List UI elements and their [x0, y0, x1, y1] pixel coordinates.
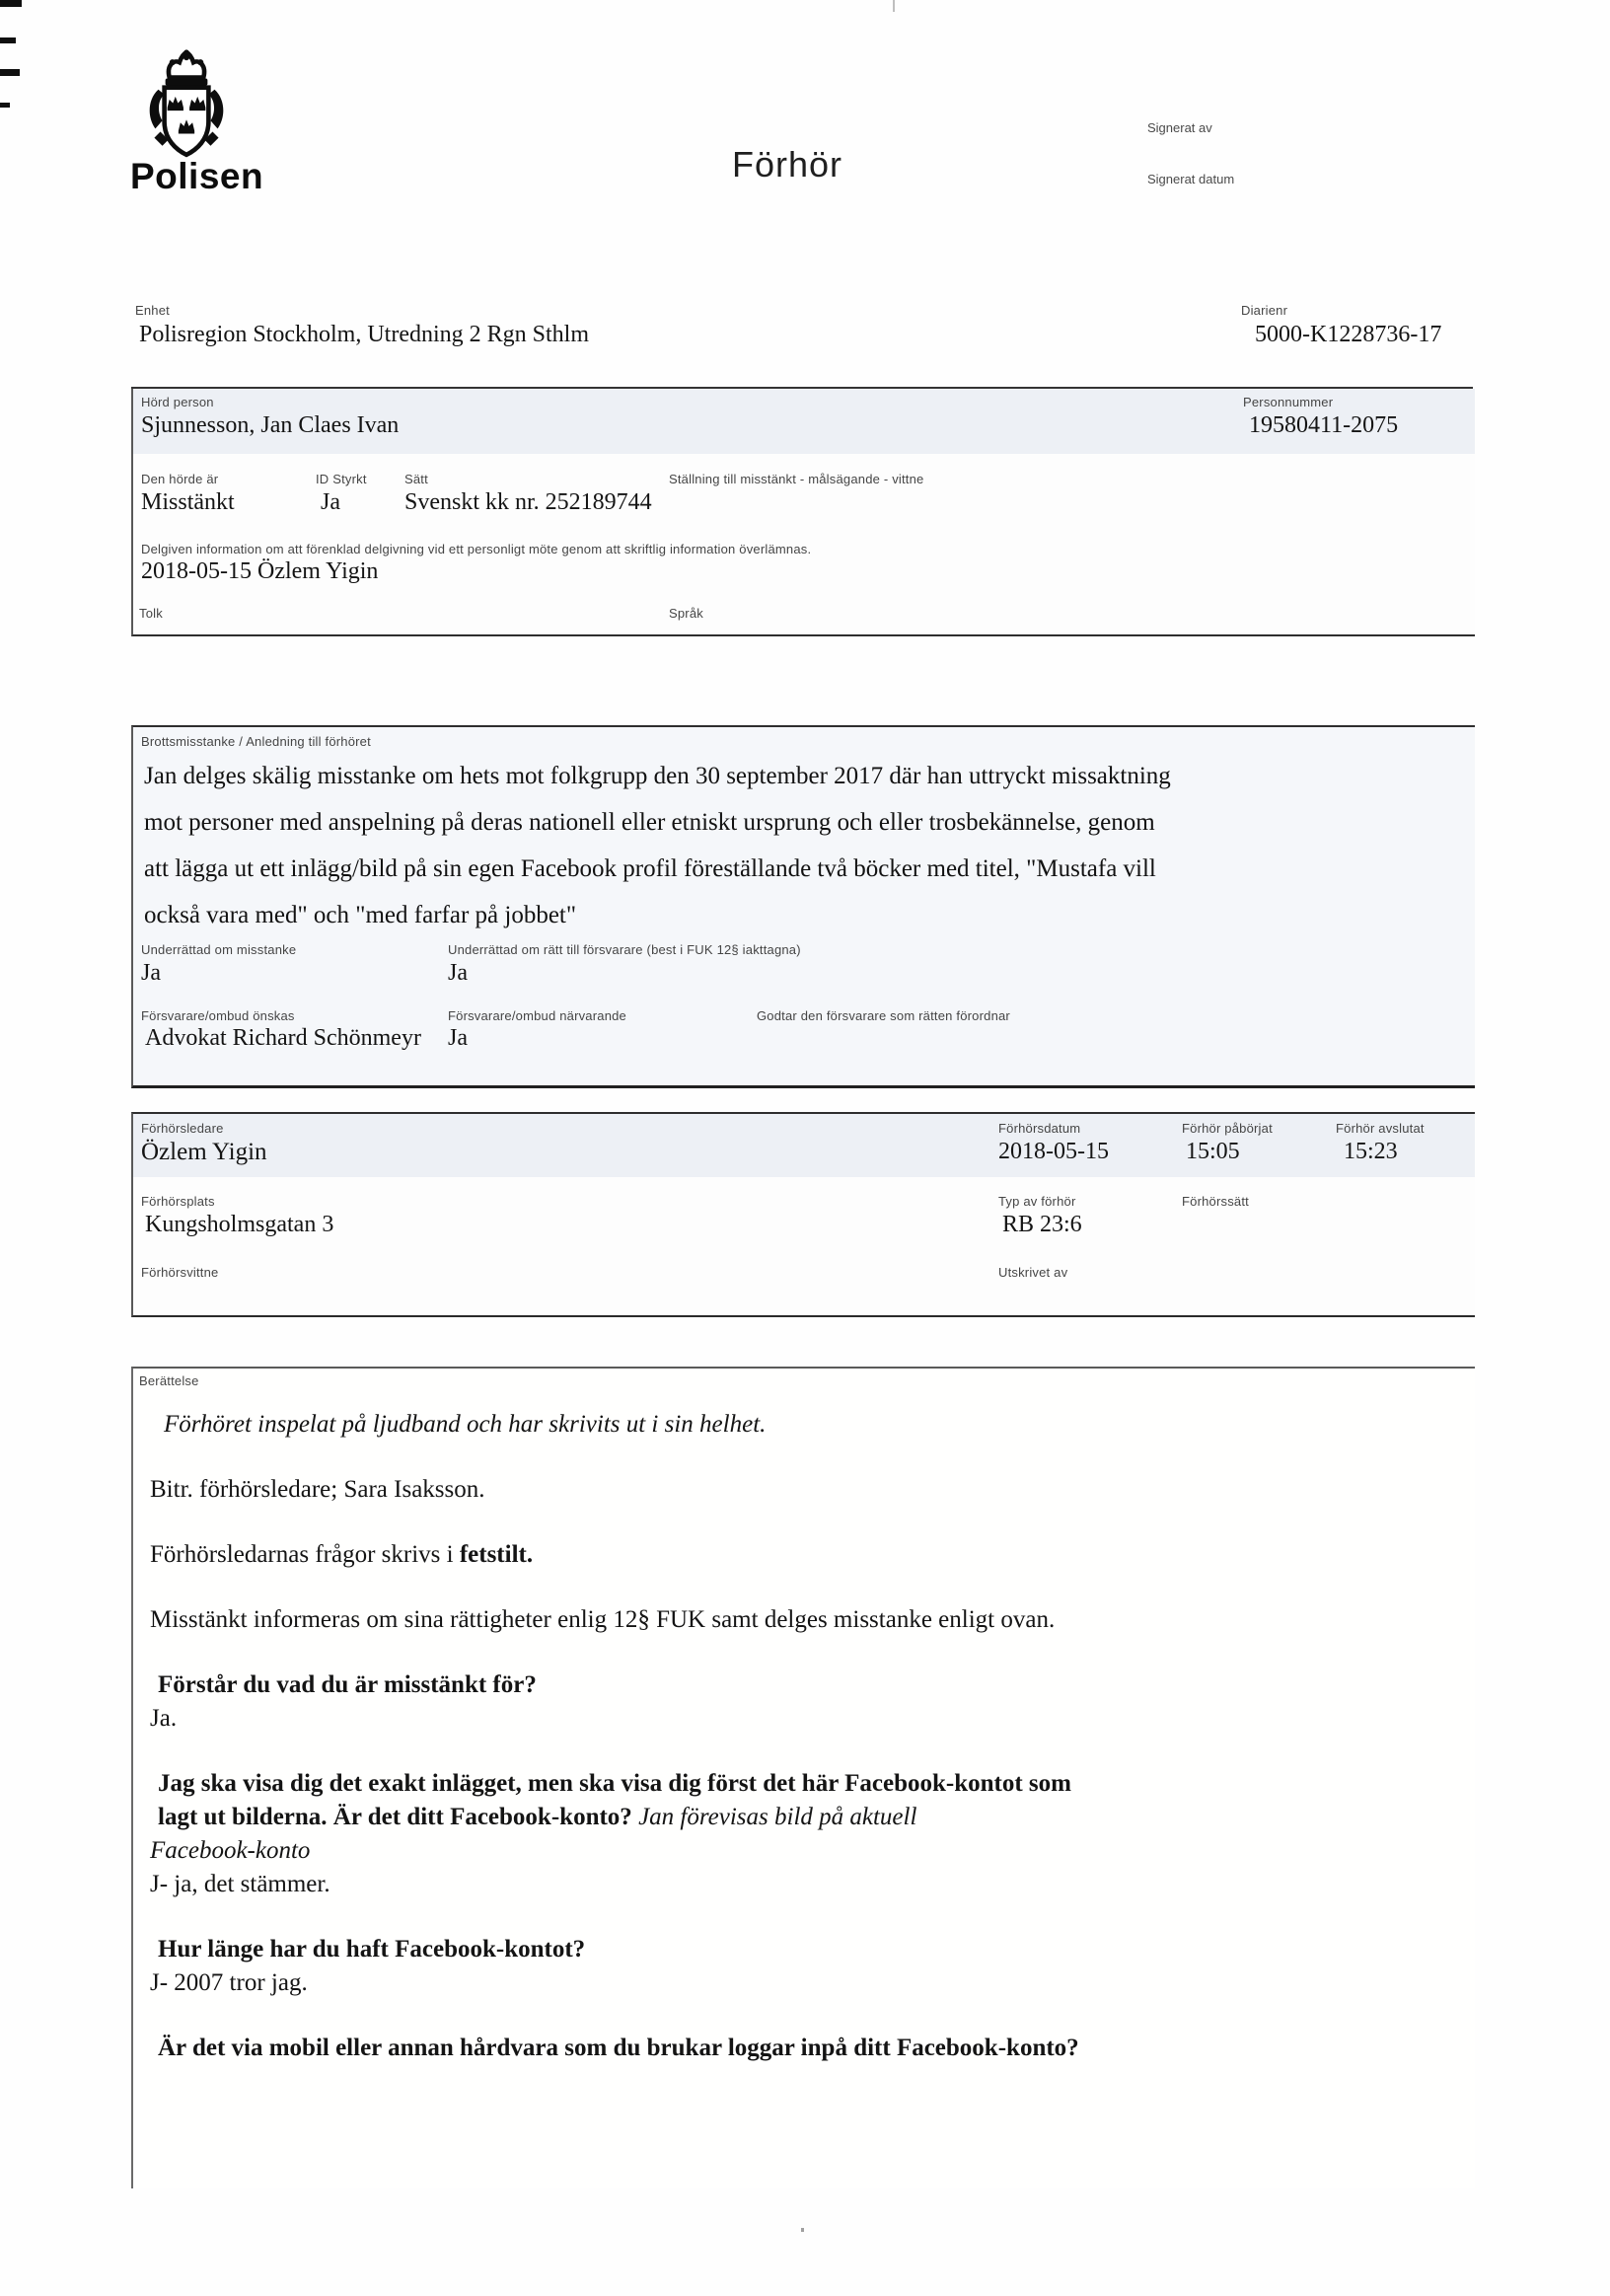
stallning-label: Ställning till misstänkt - målsägande - vittne [669, 472, 924, 486]
polisen-crest-icon [136, 49, 237, 162]
satt-label: Sätt [404, 472, 428, 486]
narrative-segment: Facebook-konto [150, 1837, 311, 1864]
scan-artifact [801, 2228, 804, 2232]
satt-value: Svenskt kk nr. 252189744 [404, 489, 652, 515]
personnummer-value: 19580411-2075 [1249, 412, 1399, 438]
forsvarare-narvarande-label: Försvarare/ombud närvarande [448, 1008, 626, 1023]
delgiven-value: 2018-05-15 Özlem Yigin [141, 558, 379, 584]
utskrivet-av-label: Utskrivet av [998, 1265, 1068, 1280]
narrative-line [150, 1408, 1462, 1442]
hord-person-label: Hörd person [141, 395, 214, 409]
den-horde-ar-label: Den hörde är [141, 472, 219, 486]
narrative-line [150, 1702, 1462, 1736]
narrative-segment: fetstilt. [459, 1541, 534, 1568]
narrative-paragraph [150, 1538, 1462, 1572]
narrative-line [150, 1966, 1462, 2000]
narrative-segment: Förhörsledarnas frågor skrivs i [150, 1541, 460, 1568]
narrative-line [150, 1834, 1462, 1868]
berattelse-panel [131, 1367, 1475, 2188]
hord-person-value: Sjunnesson, Jan Claes Ivan [141, 412, 400, 438]
narrative-segment: Jag ska visa dig det exakt inlägget, men ska visa dig först det här Facebook-kontot som [158, 1770, 1071, 1797]
berattelse-paragraphs [150, 1408, 1462, 2097]
narrative-segment: Är det via mobil eller annan hårdvara som du brukar loggar inpå ditt Facebook-konto? [158, 2035, 1079, 2061]
narrative-paragraph [150, 1767, 1462, 1901]
forsvarare-onskas-label: Försvarare/ombud önskas [141, 1008, 295, 1023]
forhorsdatum-value: 2018-05-15 [998, 1139, 1109, 1164]
brottsmisstanke-text [144, 753, 1171, 938]
narrative-segment: lagt ut bilderna. Är det ditt Facebook-konto? [158, 1804, 639, 1830]
brottsmisstanke-line: också vara med" och "med farfar på jobbet" [144, 902, 577, 928]
typ-av-forhor-value: RB 23:6 [1002, 1212, 1082, 1237]
scan-artifact [0, 37, 16, 43]
scan-artifact [0, 103, 10, 108]
narrative-segment: Förhöret inspelat på ljudband och har skrivits ut i sin helhet. [164, 1411, 767, 1438]
forhorsvittne-label: Förhörsvittne [141, 1265, 219, 1280]
scan-artifact [0, 69, 20, 76]
brottsmisstanke-panel [131, 725, 1475, 1088]
narrative-line [150, 1767, 1462, 1801]
brottsmisstanke-label: Brottsmisstanke / Anledning till förhöret [141, 734, 371, 749]
narrative-line [150, 1933, 1462, 1966]
id-styrkt-value: Ja [321, 489, 340, 515]
narrative-paragraph [150, 1408, 1462, 1442]
narrative-paragraph [150, 1473, 1462, 1507]
berattelse-label: Berättelse [139, 1373, 199, 1388]
underrattad-forsvarare-value: Ja [448, 960, 468, 986]
scan-artifact [0, 0, 22, 7]
narrative-line [150, 2032, 1462, 2065]
sprak-label: Språk [669, 606, 703, 621]
narrative-paragraph [150, 1603, 1462, 1637]
forhorsplats-label: Förhörsplats [141, 1194, 215, 1209]
narrative-segment: J- 2007 tror jag. [150, 1969, 308, 1996]
forhor-avslutat-label: Förhör avslutat [1336, 1121, 1425, 1136]
narrative-segment: Ja. [150, 1705, 178, 1732]
tolk-label: Tolk [139, 606, 163, 621]
delgiven-label: Delgiven information om att förenklad delgivning vid ett personligt möte genom att skriftlig information överlämnas. [141, 542, 812, 556]
underrattad-misstanke-value: Ja [141, 960, 161, 986]
narrative-segment: Hur länge har du haft Facebook-kontot? [158, 1936, 586, 1963]
forhorsdatum-label: Förhörsdatum [998, 1121, 1081, 1136]
forhor-paborjat-value: 15:05 [1186, 1139, 1240, 1164]
brottsmisstanke-line: Jan delges skälig misstanke om hets mot folkgrupp den 30 september 2017 där han uttryckt missaktning [144, 763, 1171, 789]
narrative-paragraph [150, 1933, 1462, 2000]
enhet-value: Polisregion Stockholm, Utredning 2 Rgn Sthlm [139, 322, 590, 347]
narrative-line [150, 1868, 1462, 1901]
narrative-segment: Misstänkt informeras om sina rättigheter enlig 12§ FUK samt delges misstanke enligt ovan. [150, 1606, 1056, 1633]
forhorsledare-label: Förhörsledare [141, 1121, 224, 1136]
signed-by-label: Signerat av [1147, 120, 1212, 135]
enhet-label: Enhet [135, 303, 170, 318]
narrative-line [150, 1801, 1462, 1834]
brottsmisstanke-line: att lägga ut ett inlägg/bild på sin egen Facebook profil föreställande två böcker med titel, "Mustafa vill [144, 855, 1156, 882]
forhorssatt-label: Förhörssätt [1182, 1194, 1249, 1209]
row-highlight [133, 1114, 1475, 1177]
id-styrkt-label: ID Styrkt [316, 472, 367, 486]
logo-text: Polisen [130, 156, 264, 196]
narrative-line [150, 1668, 1462, 1702]
narrative-segment: Förstår du vad du är misstänkt för? [158, 1671, 537, 1698]
narrative-segment: Bitr. förhörsledare; Sara Isaksson. [150, 1476, 485, 1503]
forsvarare-onskas-value: Advokat Richard Schönmeyr [145, 1025, 421, 1051]
forhorsplats-value: Kungsholmsgatan 3 [145, 1212, 334, 1237]
scan-artifact [893, 0, 895, 12]
diarienr-label: Diarienr [1241, 303, 1288, 318]
underrattad-forsvarare-label: Underrättad om rätt till försvarare (best i FUK 12§ iakttagna) [448, 942, 801, 957]
narrative-line [150, 1603, 1462, 1637]
den-horde-ar-value: Misstänkt [141, 489, 235, 515]
forhorsledare-value: Özlem Yigin [141, 1139, 267, 1165]
underrattad-misstanke-label: Underrättad om misstanke [141, 942, 297, 957]
narrative-segment: Jan förevisas bild på aktuell [638, 1804, 917, 1830]
narrative-segment: J- ja, det stämmer. [150, 1871, 330, 1897]
narrative-line [150, 1538, 1462, 1572]
forsvarare-narvarande-value: Ja [448, 1025, 468, 1051]
page-title: Förhör [732, 144, 843, 185]
godtar-forsvarare-label: Godtar den försvarare som rätten förordnar [757, 1008, 1010, 1023]
personnummer-label: Personnummer [1243, 395, 1334, 409]
typ-av-forhor-label: Typ av förhör [998, 1194, 1076, 1209]
forhor-avslutat-value: 15:23 [1344, 1139, 1398, 1164]
brottsmisstanke-line: mot personer med anspelning på deras nationell eller etniskt ursprung och eller trosbekännelse, genom [144, 809, 1155, 836]
forhor-paborjat-label: Förhör påbörjat [1182, 1121, 1273, 1136]
signed-date-label: Signerat datum [1147, 172, 1235, 186]
narrative-paragraph [150, 2032, 1462, 2065]
narrative-paragraph [150, 1668, 1462, 1736]
person-panel [131, 389, 1475, 636]
diarienr-value: 5000-K1228736-17 [1255, 322, 1442, 347]
forhor-info-panel [131, 1112, 1475, 1317]
narrative-line [150, 1473, 1462, 1507]
